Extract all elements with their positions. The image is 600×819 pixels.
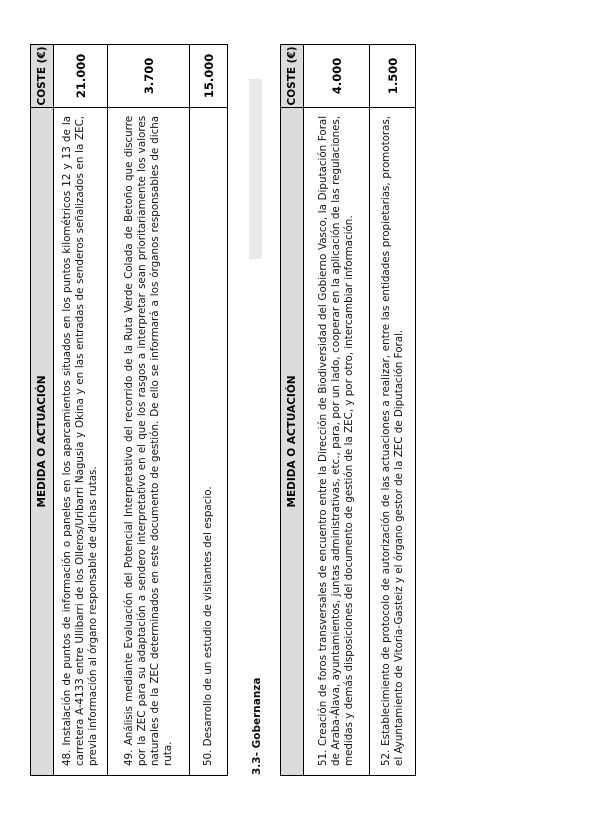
header-measure: MEDIDA O ACTUACIÓN: [281, 107, 304, 775]
table-header-row: [281, 45, 304, 776]
table-row: [108, 45, 190, 776]
header-measure: MEDIDA O ACTUACIÓN: [31, 107, 54, 775]
measure-cost: 3.700: [108, 45, 190, 108]
measure-cost: 1.500: [370, 45, 416, 108]
table-row: [190, 45, 228, 776]
section-title: 3.3- Gobernanza: [251, 677, 263, 775]
measures-table-1: [30, 44, 228, 776]
decorative-strip: [249, 79, 262, 259]
table-row: [370, 45, 416, 776]
header-cost: COSTE (€): [281, 45, 304, 108]
table-row: [304, 45, 370, 776]
table-header-row: [31, 45, 54, 776]
table-row: [54, 45, 108, 776]
measure-text: 51. Creación de foros transversales de encuentro entre la Dirección de Biodiversidad del Gobierno Vasco, la Diputación Foral de Araba-Álava, ayuntamientos, juntas administrativas, etc., para, por un lado, cooperar en la aplicación de las regulaciones, medidas y demás disposiciones del documento de gestión de la ZEC, y por otro, intercambiar información.: [304, 107, 370, 775]
measure-text: 50. Desarrollo de un estudio de visitantes del espacio.: [190, 107, 228, 775]
header-cost: COSTE (€): [31, 45, 54, 108]
measure-text: 49. Análisis mediante Evaluación del Potencial Interpretativo del recorrido de la Ruta Verde Colada de Betoño que discurre por la ZEC para su adaptación a sendero interpretativo en el que los rasgos a interpretar sean prioritariamente los valores naturales de la ZEC determinados en este documento de gestión. De ello se informará a los órganos responsables de dicha ruta.: [108, 107, 190, 775]
measure-text: 52. Establecimiento de protocolo de autorización de las actuaciones a realizar, entre las entidades propietarias, promotoras, el Ayuntamiento de Vitoria-Gasteiz y el órgano gestor de la ZEC de Diputación Foral.: [370, 107, 416, 775]
measure-cost: 15.000: [190, 45, 228, 108]
measure-cost: 4.000: [304, 45, 370, 108]
measure-text: 48. Instalación de puntos de información o paneles en los aparcamientos situados en los puntos kilométricos 12 y 13 de la carretera A-4133 entre Ullibarri de los Olleros/Uribarri Nagusia y Okina y en las entradas de senderos señalizados en la ZEC, previa información al órgano responsable de dichas rutas.: [54, 107, 108, 775]
measures-table-2: [280, 44, 416, 776]
measure-cost: 21.000: [54, 45, 108, 108]
